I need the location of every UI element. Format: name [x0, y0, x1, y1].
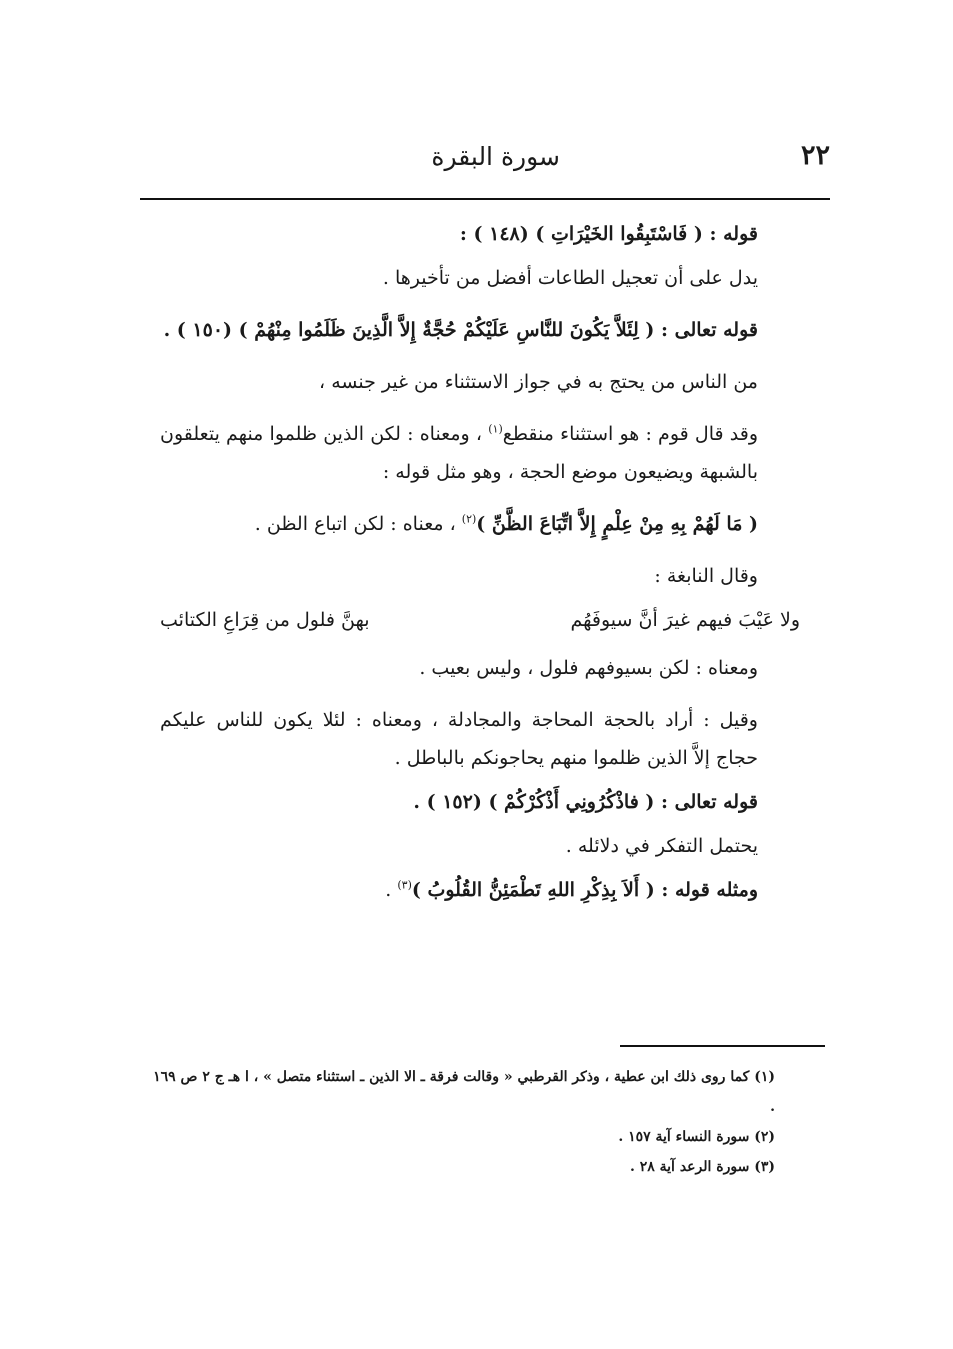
paragraph [160, 871, 800, 909]
paragraph [160, 415, 800, 491]
footnote-ref: (٢) [461, 512, 477, 526]
poem-verse [160, 601, 800, 639]
paragraph-text: . [385, 879, 392, 901]
poem-second-hemistich: بهنَّ فلول من قِرَاعِ الكتائب [160, 609, 370, 631]
verse-heading: قوله تعالى : ( لِئَلاَّ يَكُونَ للنَّاسِ عَلَيْكُمْ حُجَّةٌ إِلاَّ الَّذِينَ ظَلَمُوا مِنْهُمْ ) (١٥٠ ) . [163, 319, 758, 341]
footnote: (١) كما روى ذلك ابن عطية ، وذكر القرطبي « وقالت فرقة ـ الا الذين ـ استثناء متصل » ، ا هـ ج ٢ ص ١٦٩ . [153, 1069, 775, 1115]
poem-first-hemistich: ولا عَيْبَ فيهم غيرَ أنَّ سيوفَهُم [570, 609, 800, 631]
paragraph: ومعناه : لكن بسيوفهم فلول ، وليس بعيب . [419, 657, 758, 679]
paragraph [160, 311, 800, 349]
paragraph: من الناس من يحتج به في جواز الاستثناء من غير جنسه ، [319, 371, 758, 393]
page-header [140, 140, 830, 192]
footnote-divider [620, 1045, 825, 1047]
paragraph-text: وقد قال قوم : هو استثناء منقطع [502, 423, 758, 445]
footnote: (٢) سورة النساء آية ١٥٧ . [618, 1129, 775, 1145]
footnote: (٣) سورة الرعد آية ٢٨ . [629, 1159, 775, 1175]
paragraph [160, 505, 800, 543]
surah-title: سورة البقرة [431, 142, 560, 171]
paragraph [160, 783, 800, 821]
verse-heading: قوله : ( فَاسْتَبِقُوا الخَيْرَاتِ ) (١٤٨ ) : [459, 223, 758, 245]
paragraph: يحتمل التفكر في دلائله . [565, 835, 758, 857]
paragraph: وقال النابغة : [654, 565, 758, 587]
verse-heading: قوله تعالى : ( فاذْكُرُونِي أَذْكُرْكُمْ ) (١٥٢ ) . [413, 791, 758, 813]
verse-quote: ومثله قوله : ( أَلاَ بِذِكْرِ اللهِ تَطْمَئِنُّ القُلُوبُ ) [411, 879, 758, 901]
footnote-ref: (١) [488, 422, 503, 436]
paragraph: يدل على أن تعجيل الطاعات أفضل من تأخيرها . [382, 267, 758, 289]
paragraph [160, 215, 800, 253]
page-number: ٢٢ [800, 140, 830, 171]
header-divider [140, 198, 830, 200]
paragraph-text: ، معناه : لكن اتباع الظن . [254, 513, 456, 535]
paragraph: وقيل : أراد بالحجة المحاجة والمجادلة ، ومعناه : لئلا يكون للناس عليكم حجاج إلاَّ الذين ظلموا منهم يحاجونكم بالباطل . [160, 709, 758, 769]
footnote-ref: (٣) [397, 878, 412, 892]
paragraph-text: ، ومعناه : لكن الذين ظلموا منهم يتعلقون بالشبهة ويضيعون موضع الحجة ، وهو مثل قوله : [160, 423, 758, 483]
verse-quote: ( مَا لَهُمْ بِهِ مِنْ عِلْمٍ إِلاَّ اتِّبَاعَ الظَّنِّ ) [476, 513, 758, 535]
main-text [160, 215, 800, 923]
footnotes [150, 1062, 820, 1182]
